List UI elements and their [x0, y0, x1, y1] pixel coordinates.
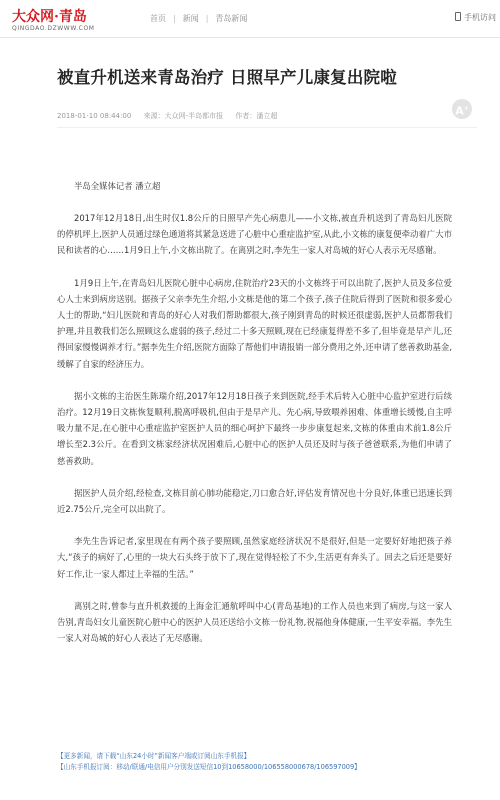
font-size-button[interactable]: [452, 99, 472, 119]
font-size-plus: +: [463, 105, 469, 112]
app-download-link[interactable]: 【更多新闻，请下载“山东24小时”新闻客户端或订阅山东手机报】: [57, 752, 251, 760]
article-paragraph: 李先生告诉记者,家里现在有两个孩子要照顾,虽然家庭经济状况不是很好,但是一定要好好地把孩子养大,“孩子的病好了,心里的一块大石头终于放下了,现在觉得轻松了不少,生活更有奔头了。回去之后还是要好好工作,让一家人都过上幸福的生活。”: [57, 536, 452, 579]
mobile-access-label: 手机访问: [464, 13, 496, 22]
article-source: 来源：大众网-半岛都市报: [143, 112, 224, 120]
article-byline: 半岛全媒体记者 潘立超: [74, 181, 161, 191]
breadcrumb-separator: |: [173, 14, 176, 23]
article-paragraph: 据医护人员介绍,经检查,文栋目前心肺功能稳定,刀口愈合好,评估发育情况也十分良好,体重已迅速长到近2.75公斤,完全可以出院了。: [57, 487, 452, 515]
article-body: [57, 178, 452, 662]
breadcrumb-separator: |: [205, 14, 209, 23]
article-title: 被直升机送来青岛治疗 日照早产儿康复出院啦: [57, 68, 397, 87]
article-datetime: 2018-01-10 08:44:00: [57, 112, 132, 120]
breadcrumb: [150, 13, 247, 24]
site-logo[interactable]: [12, 6, 134, 34]
breadcrumb-news[interactable]: 新闻: [182, 14, 199, 23]
font-size-icon: A: [455, 104, 464, 118]
article-author: 作者：潘立超: [235, 112, 278, 120]
breadcrumb-qingdao-news[interactable]: 青岛新闻: [215, 14, 248, 23]
phone-icon: [455, 12, 461, 21]
breadcrumb-home[interactable]: 首页: [150, 14, 166, 23]
mobile-paper-subscribe-link[interactable]: 【山东手机报订阅：移动/联通/电信用户分别发送短信10到10658000/106558000678/106597009】: [57, 763, 361, 771]
article-footer: [57, 751, 477, 773]
article-meta: [57, 111, 287, 121]
article-paragraph: 离别之时,曾参与直升机救援的上海金汇通航呼叫中心(青岛基地)的工作人员也来到了病房,与这一家人告别,青岛妇女儿童医院心脏中心的医护人员还送给小文栋一份礼物,祝福他身体健康,一生平安幸福。李先生一家人对岛城的好心人表达了无尽感谢。: [57, 600, 452, 644]
logo-text: 大众网·青岛: [12, 9, 87, 25]
logo-domain: QINGDAO.DZWWW.COM: [12, 25, 95, 32]
mobile-access-link[interactable]: [455, 12, 496, 23]
title-divider: [57, 127, 477, 128]
site-header: [0, 0, 500, 38]
article-paragraph: 1月9日上午,在青岛妇儿医院心脏中心病房,住院治疗23天的小文栋终于可以出院了,医护人员及多位爱心人士来到病房送别。据孩子父亲李先生介绍,小文栋是他的第二个孩子,孩子住院后得到了医院和很多爱心人士的帮助,“妇儿医院和青岛的好心人对我们帮助都很大,孩子刚到青岛的时候还很虚弱,医护人员都帮我们护理,并且教我们怎么照顾这么虚弱的孩子,经过二十多天照顾,现在已经康复得差不多了,但毕竟是早产儿,还得回家慢慢调养才行。”据李先生介绍,医院方面除了帮他们申请报销一部分费用之外,还申请了慈善救助基金,缓解了自家的经济压力。: [57, 277, 452, 369]
article-paragraph: 2017年12月18日,出生时仅1.8公斤的日照早产先心病患儿——小文栋,被直升机送到了青岛妇儿医院的停机坪上,医护人员通过绿色通道将其紧急送进了心脏中心重症监护室,从此,小文栋的康复便牵动着广大市民和读者的心……1月9日上午,小文栋出院了。在离别之时,李先生一家人对岛城的好心人表示无尽感谢。: [57, 213, 452, 256]
article-paragraph: 据小文栋的主治医生陈瑞介绍,2017年12月18日孩子来到医院,经手术后转入心脏中心监护室进行后续治疗。12月19日文栋恢复顺利,脱离呼吸机,但由于是早产儿、先心病,导致喂养困难、体重增长缓慢,自主呼吸力量不足,在心脏中心重症监护室医护人员的细心呵护下最终一步步康复起来,文栋的体重由术前1.8公斤增长至2.3公斤。在看到文栋家经济状况困难后,心脏中心的医护人员还及时与孩子爸爸联系,为他们申请了慈善救助。: [57, 390, 452, 466]
